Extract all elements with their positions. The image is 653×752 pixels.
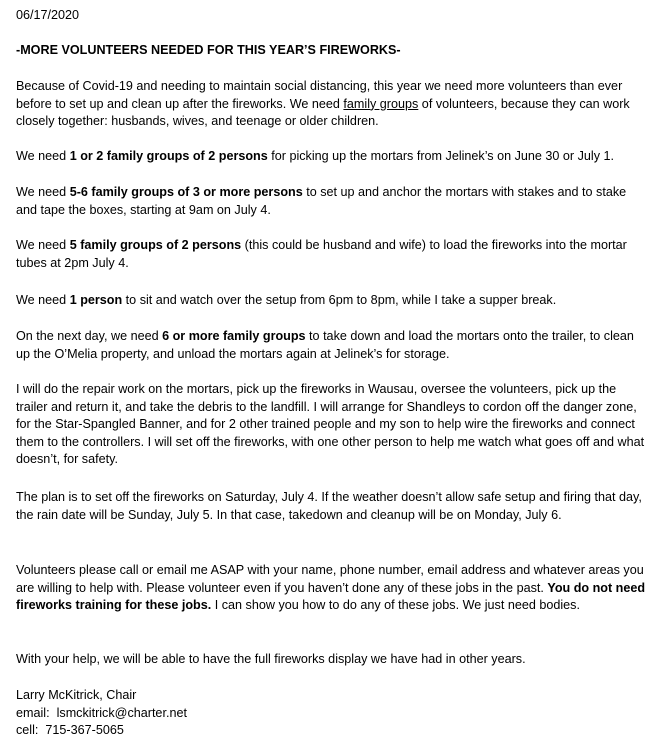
need-text-start: We need [16,185,70,199]
need-bold-count: 5-6 family groups of 3 or more persons [69,185,303,199]
family-groups-emphasis: family groups [343,96,419,111]
need-text-start: We need [16,238,70,252]
volunteer-text-end: I can show you how to do any of these jobs. We just need bodies. [211,598,580,613]
signature-cell-line [16,722,187,740]
need-bold-count: 5 family groups of 2 persons [69,238,242,252]
need-text-end: to take down and load the mortars onto the trailer, to clean up the O’Melia property, and unload the mortars again at Jelinek’s for storage. [16,329,634,361]
plan-paragraph: The plan is to set off the fireworks on Saturday, July 4. If the weather doesn’t allow safe setup and firing that day, the rain date will be Sunday, July 5. In that case, takedown and cleanup will be on Monday, July 6. [16,490,642,522]
need-text-start: We need [16,149,70,163]
volunteer-text-start: Volunteers please call or email me ASAP with your name, phone number, email address and whatever areas you are willing to help with. Please volunteer even if you haven’t done any of these jobs in the past. [16,563,644,595]
email-label: email: [16,705,57,720]
repair-paragraph: I will do the repair work on the mortars, pick up the fireworks in Wausau, oversee the volunteers, pick up the trailer and return it, and take the debris to the landfill. I will arrange for Shandleys to cordon off the danger zone, for the Star-Spangled Banner, and for 2 other trained people and my son to help wire the fireworks and connect them to the controllers. I will set off the fireworks, with one other person to help me watch what goes off and what doesn’t, for safety. [16,382,645,467]
need-paragraph-pickup [16,148,614,166]
letter-date: 06/17/2020 [16,8,80,22]
need-paragraph-loading [16,237,646,272]
signature-block [16,687,187,740]
closing-paragraph: With your help, we will be able to have the full fireworks display we have had in other years. [16,652,526,666]
need-text-end: (this could be husband and wife) to load the fireworks into the mortar tubes at 2pm July 4. [16,238,627,270]
intro-paragraph [16,78,646,131]
need-text-start: On the next day, we need [16,329,163,343]
letter-title: -MORE VOLUNTEERS NEEDED FOR THIS YEAR’S FIREWORKS- [16,43,401,57]
need-paragraph-takedown [16,328,646,363]
need-text-end: to set up and anchor the mortars with stakes and to stake and tape the boxes, starting at 9am on July 4. [16,185,627,217]
cell-number[interactable]: 715-367-5065 [45,723,124,738]
signature-email-line [16,705,187,723]
need-paragraph-watch [16,292,556,310]
no-training-emphasis: You do not need fireworks training for these jobs. [16,580,646,613]
email-address[interactable]: lsmckitrick@charter.net [56,705,187,720]
need-text-end: for picking up the mortars from Jelinek’s on June 30 or July 1. [267,149,615,163]
need-text-end: to sit and watch over the setup from 6pm to 8pm, while I take a supper break. [122,293,557,307]
need-bold-count: 6 or more family groups [162,329,306,343]
intro-text-start: Because of Covid-19 and needing to maintain social distancing, this year we need more volunteers than ever before to set up and clean up after the fireworks. We need [16,79,623,111]
need-text-start: We need [16,293,70,307]
need-bold-count: 1 or 2 family groups of 2 persons [69,149,268,163]
need-paragraph-setup [16,184,646,219]
volunteer-paragraph [16,562,646,615]
signature-name: Larry McKitrick, Chair [16,688,137,702]
intro-text-end: of volunteers, because they can work closely together: husbands, wives, and teenage or older children. [16,96,630,129]
need-bold-count: 1 person [69,293,123,307]
cell-label: cell: [16,723,46,738]
